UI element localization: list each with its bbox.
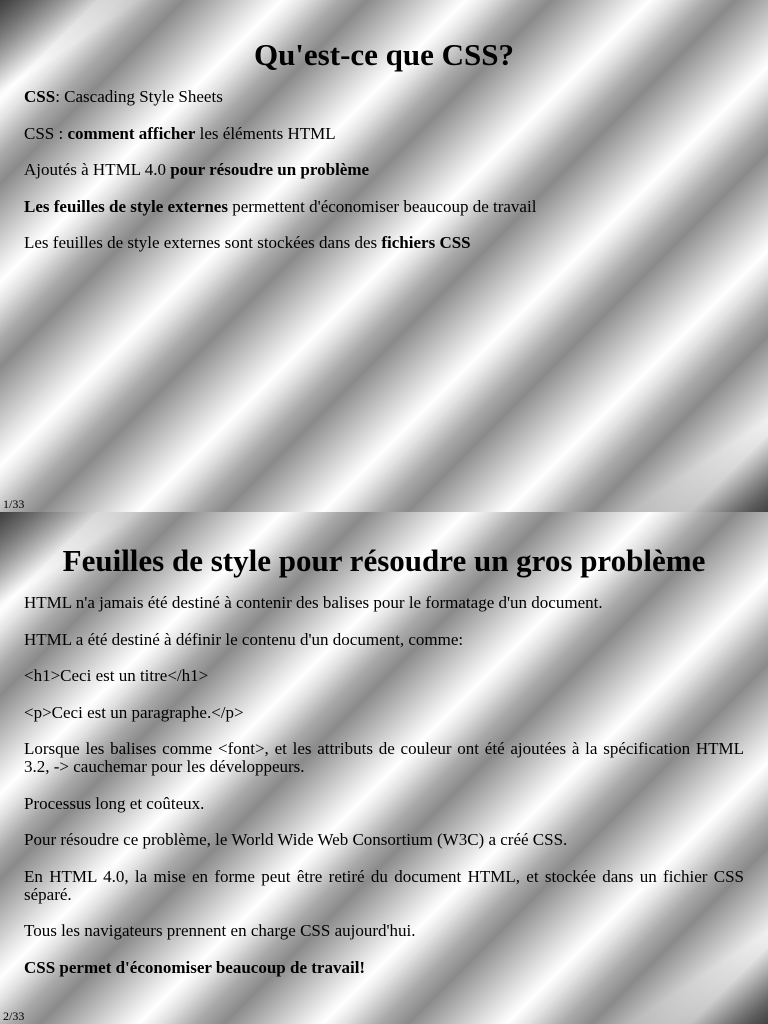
text-line [24,704,744,722]
bold-text: fichiers CSS [381,233,471,253]
text-run: Les feuilles de style externes sont stockées dans des [24,233,382,253]
text-line [24,831,744,849]
text-run: Tous les navigateurs prennent en charge CSS aujourd'hui. [24,921,416,940]
slide-content [0,579,768,977]
text-run: En HTML 4.0, la mise en forme peut être retiré du document HTML, et stockée dans un fichier CSS séparé. [24,866,744,904]
slide-2 [0,512,768,1024]
text-line [24,198,744,216]
text-line [24,667,744,685]
bold-text: comment afficher [67,123,196,143]
text-line [24,594,744,612]
text-run: HTML n'a jamais été destiné à contenir des balises pour le formatage d'un document. [24,593,603,612]
slide-title: Qu'est-ce que CSS? [253,37,515,72]
text-line [24,922,744,940]
text-line [24,125,744,143]
text-line [24,959,744,977]
text-line [24,795,744,813]
text-line [24,234,744,252]
text-line [24,740,744,776]
text-run: Pour résoudre ce problème, le World Wide Web Consortium (W3C) a créé CSS. [24,830,568,849]
bold-text: pour résoudre un problème [170,160,370,180]
text-run: permettent d'économiser beaucoup de travail [227,196,537,216]
text-run: CSS : [24,123,68,143]
text-run: les éléments HTML [195,123,336,143]
bold-text: CSS permet d'économiser beaucoup de travail! [24,957,366,977]
text-line [24,868,744,904]
text-run: : Cascading Style Sheets [55,87,223,106]
slide-content [0,73,768,252]
bold-text: CSS [24,87,56,106]
text-run: Ajoutés à HTML 4.0 [24,160,171,180]
text-run: <p>Ceci est un paragraphe.</p> [24,702,244,722]
text-run: Processus long et coûteux. [24,793,205,813]
bold-text: Les feuilles de style externes [24,196,228,216]
page-number: 1/33 [3,497,25,511]
slide-title: Feuilles de style pour résoudre un gros problème [62,543,706,578]
text-line [24,88,744,106]
text-line [24,631,744,649]
text-run: HTML a été destiné à définir le contenu d'un document, comme: [24,629,464,649]
text-run: Lorsque les balises comme <font>, et les attributs de couleur ont été ajoutées à la spécification HTML 3.2, -> cauchemar pour les développeurs. [24,739,744,776]
page-number: 2/33 [3,1009,25,1023]
text-line [24,161,744,179]
text-run: <h1>Ceci est un titre</h1> [24,666,209,685]
